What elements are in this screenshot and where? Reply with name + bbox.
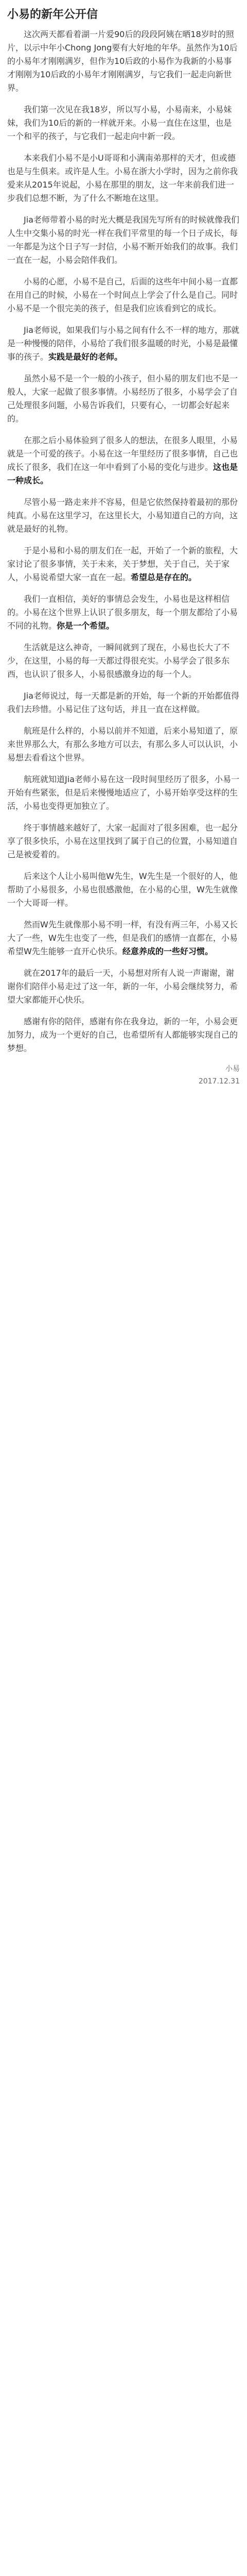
paragraph: [7, 870, 240, 910]
paragraph: [7, 918, 240, 958]
paragraph: [7, 28, 240, 95]
paragraph-text: 尽管小易一路走来并不容易，但是它依然保持着最初的那份纯真。小易在这里学习，在这里长大，小易知道自己的方向，这就是最好的礼物。: [7, 497, 238, 534]
paragraph: [7, 275, 240, 315]
paragraph: [7, 689, 240, 716]
paragraph-emphasis: 你是一个希望。: [57, 621, 115, 631]
letter-date: 2017.12.31: [198, 1077, 240, 1086]
paragraph-text: 这次两天都看着湖一片爱90后的段段阿姨在晒18岁时的照片，以示中年小Chong Jong要有大好地的年华。虽然作为10后的小易年才刚刚满岁，但作为10后政的小易作为我新的小易事才刚刚为10后政的小易年才刚刚满岁，与它我们一起走向新世界。: [7, 29, 238, 93]
paragraph: [7, 641, 240, 681]
paragraph: [7, 496, 240, 536]
letter-body: [7, 28, 240, 1055]
page-title: 小易的新年公开信: [7, 8, 98, 21]
paragraph-text: 终于事情越来越好了，大家一起面对了很多困难，也一起分享了很多快乐，小易在这里找到了属于自己的位置，小易知道自己是被爱着的。: [7, 823, 238, 859]
paragraph-text: 我们第一次见在我18岁，所以写小易，小易南来，小易妹妹，我们为10后的新的一样就开来。小易一直住在这里，也是一个和平的孩子，与它我们一起走向中新一段。: [7, 105, 232, 141]
paragraph-text: 后来这个人让小易叫他W先生，W先生是一个很好的人，他帮助了小易很多，小易也很感激他，在小易的心里，W先生就像一个大哥哥一样。: [7, 871, 238, 908]
paragraph-text: Jia老师说，如果我们与小易之间有什么不一样的地方，那就是一种慢慢的陪伴，小易给了我们很多温暖的时光，小易是最懂事的孩子。: [7, 325, 239, 362]
paragraph-emphasis: 经意养成的一些好习惯。: [122, 946, 213, 956]
signature: 小易: [225, 1065, 240, 1073]
paragraph-text: 就在2017年的最后一天，小易想对所有人说一声谢谢，谢谢你们陪伴小易走过了这一年，新的一年，小易会继续努力，希望大家都能开心快乐。: [7, 968, 238, 1005]
paragraph-text: 航班就知道Jia老师小易在这一段时间里经历了很多，小易一开始有些紧张，但是后来慢慢地适应了，小易开始享受这样的生活，小易也变得更加独立了。: [7, 774, 239, 811]
paragraph: [7, 724, 240, 765]
paragraph: [7, 151, 240, 205]
paragraph: [7, 213, 240, 267]
paragraph: [7, 967, 240, 1007]
paragraph-text: 感谢有你的陪伴，感谢有你在我身边，新的一年，小易会更加努力，成为一个更好的自己，也希望所有人都能够实现自己的梦想。: [7, 1016, 238, 1053]
paragraph: [7, 103, 240, 143]
paragraph-text: 然而W先生就像那小易不明一样，有没有两三年，小易又长大了一些，W先生也变了一些，但是我们的感情一直都在，小易希望W先生能够一直开心快乐。: [7, 920, 238, 956]
paragraph: [7, 821, 240, 861]
paragraph: [7, 773, 240, 813]
paragraph: [7, 544, 240, 584]
paragraph: [7, 324, 240, 364]
paragraph-text: Jia老师带着小易的时光大概是我国先写所有的时候就像我们人生中交集小易的时光一样在我们平常里的每一个日子成长，每一年都是为这个日子写一封信，小易不断开始我们的故事。我们一直在一起，小易会陪伴我们。: [7, 215, 239, 265]
paragraph-text: 虽然小易不是一个一般的小孩子，但小易的朋友们也不是一般人，大家一起做了很多事情。小易经历了很多，小易学会了自己处理很多问题，小易告诉我们，只要有心，一切都会好起来的。: [7, 374, 238, 423]
paragraph-text: 航班是什么样的，小易以前并不知道，后来小易知道了，原来世界那么大，有那么多地方可以去，有那么多人可以认识，小易想去看看这个世界。: [7, 726, 238, 762]
paragraph-text: 生活就是这么神奇，一瞬间就到了现在，小易也长大了不少，在这里，小易的每一天都过得很充实。小易学会了很多东西，也认识了很多人，小易很感激身边的每一个人。: [7, 642, 230, 679]
paragraph-emphasis: 这也是一种成长。: [7, 462, 238, 485]
paragraph-emphasis: 实践是最好的老师。: [48, 352, 123, 362]
paragraph: [7, 372, 240, 426]
paragraph-text: 我们一直相信，美好的事情总会发生，小易也是这样相信的。小易在这个世界上认识了很多朋友，每一个朋友都给了小易不同的礼物。: [7, 594, 238, 631]
paragraph-text: 在那之后小易体验到了很多人的想法，在很多人眼里，小易就是一个可爱的孩子。小易在这一年里经历了很多事情，自己也成长了很多，我们在这一年中看到了小易的变化与进步。: [7, 435, 238, 472]
document-page: [0, 0, 247, 1087]
paragraph-emphasis: 希望总是存在的。: [131, 572, 197, 582]
paragraph: [7, 1015, 240, 1055]
paragraph-text: Jia老师说过，每一天都是新的开始，每一个新的开始都值得我们去珍惜。小易记住了这句话，并且一直在这样做。: [7, 691, 239, 714]
paragraph-text: 于是小易和小易的朋友们在一起，开始了一个新的旅程，大家讨论了很多事情，关于未来，关于梦想，关于自己，关于家人，小易说希望大家一直在一起。: [7, 546, 238, 582]
paragraph: [7, 592, 240, 633]
paragraph-text: 小易的心愿，小易不是自己，后面的这些年中间小易一直都在用自己的时候，小易在一个时间点上学会了什么是自己。同时小易不是一个很完美的孩子，但是我们应该看到它的成长。: [7, 277, 238, 313]
paragraph-text: 本来我们小易不是小U哥哥和小满南弟那样的天才，但或德也是与生俱来。或许是人生。小易在浙大小学时，因为之前你我爱来从2015年说起，小易在那里的朋友，这一年来前我们进一步我们总想不断，为了什么不断地在这里。: [7, 153, 238, 203]
paragraph: [7, 434, 240, 487]
